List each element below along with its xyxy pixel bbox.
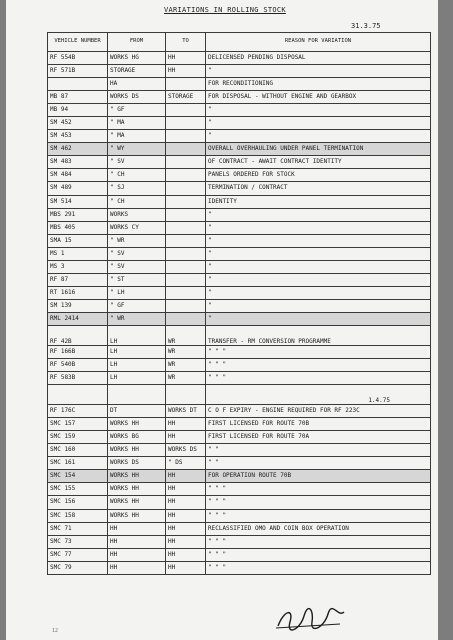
from-cell: WORKS DS [108, 457, 166, 470]
vehicle-number-cell: SM 139 [48, 299, 108, 312]
vehicle-number-cell: SMA 15 [48, 234, 108, 247]
to-cell [166, 286, 206, 299]
table-row [48, 299, 431, 312]
reason-cell: " " [206, 444, 431, 457]
reason-cell: " " " [206, 561, 431, 574]
to-cell: HH [166, 496, 206, 509]
table-row [48, 418, 431, 431]
from-cell: WORKS [108, 208, 166, 221]
table-row [48, 143, 431, 156]
table-row [48, 260, 431, 273]
from-cell: LH [108, 325, 166, 345]
vehicle-number-cell: MB 94 [48, 104, 108, 117]
from-cell: HH [108, 535, 166, 548]
from-cell: WORKS HG [108, 52, 166, 65]
reason-cell: PANELS ORDERED FOR STOCK [206, 169, 431, 182]
from-cell: STORAGE [108, 65, 166, 78]
from-cell: " GF [108, 299, 166, 312]
to-cell [166, 117, 206, 130]
vehicle-number-cell [48, 78, 108, 91]
from-cell: HA [108, 78, 166, 91]
table-row [48, 52, 431, 65]
separator-cell [166, 385, 206, 405]
to-cell [166, 143, 206, 156]
to-cell [166, 273, 206, 286]
reason-cell: " " " [206, 496, 431, 509]
to-cell: HH [166, 470, 206, 483]
header-from: FROM [108, 33, 166, 52]
table-row [48, 91, 431, 104]
vehicle-number-cell: RF 583B [48, 372, 108, 385]
table-row [48, 221, 431, 234]
reason-cell: " [206, 221, 431, 234]
reason-cell: " " " [206, 483, 431, 496]
vehicle-number-cell: SM 453 [48, 130, 108, 143]
to-cell [166, 260, 206, 273]
table-row [48, 548, 431, 561]
to-cell [166, 182, 206, 195]
from-cell: " WR [108, 234, 166, 247]
reason-cell: FOR RECONDITIONING [206, 78, 431, 91]
table-row [48, 104, 431, 117]
table-row [48, 169, 431, 182]
table-row [48, 496, 431, 509]
to-cell: " DS [166, 457, 206, 470]
reason-cell: FOR DISPOSAL - WITHOUT ENGINE AND GEARBOX [206, 91, 431, 104]
to-cell: HH [166, 65, 206, 78]
vehicle-number-cell: MBS 291 [48, 208, 108, 221]
from-cell: WORKS HH [108, 444, 166, 457]
from-cell: HH [108, 548, 166, 561]
vehicle-number-cell: SMC 73 [48, 535, 108, 548]
from-cell: LH [108, 372, 166, 385]
table-row [48, 457, 431, 470]
reason-cell: OF CONTRACT - AWAIT CONTRACT IDENTITY [206, 156, 431, 169]
table-row [48, 273, 431, 286]
vehicle-number-cell: SMC 159 [48, 431, 108, 444]
table-row [48, 312, 431, 325]
header-vehicle-number: VEHICLE NUMBER [48, 33, 108, 52]
to-cell [166, 247, 206, 260]
from-cell: " WR [108, 312, 166, 325]
to-cell [166, 104, 206, 117]
reason-cell: " [206, 234, 431, 247]
table-row [48, 286, 431, 299]
document-page [6, 0, 438, 640]
reason-cell: " " " [206, 535, 431, 548]
reason-cell: RECLASSIFIED OMO AND COIN BOX OPERATION [206, 522, 431, 535]
vehicle-number-cell: SMC 156 [48, 496, 108, 509]
from-cell: LH [108, 359, 166, 372]
reason-cell: C O F EXPIRY - ENGINE REQUIRED FOR RF 223C [206, 405, 431, 418]
vehicle-number-cell: MS 1 [48, 247, 108, 260]
to-cell: HH [166, 52, 206, 65]
from-cell: WORKS CY [108, 221, 166, 234]
from-cell: " SJ [108, 182, 166, 195]
to-cell: HH [166, 483, 206, 496]
reason-cell: IDENTITY [206, 195, 431, 208]
vehicle-number-cell: RML 2414 [48, 312, 108, 325]
to-cell [166, 299, 206, 312]
document-title: VARIATIONS IN ROLLING STOCK [164, 6, 286, 14]
to-cell [166, 169, 206, 182]
vehicle-number-cell: SM 489 [48, 182, 108, 195]
from-cell: HH [108, 522, 166, 535]
vehicle-number-cell: SMC 161 [48, 457, 108, 470]
reason-cell: DELICENSED PENDING DISPOSAL [206, 52, 431, 65]
table-row [48, 345, 431, 358]
separator-date: 1.4.75 [206, 385, 431, 405]
to-cell: WR [166, 345, 206, 358]
reason-cell: " [206, 104, 431, 117]
to-cell: HH [166, 548, 206, 561]
vehicle-number-cell: SMC 155 [48, 483, 108, 496]
reason-cell: " [206, 286, 431, 299]
from-cell: WORKS HH [108, 470, 166, 483]
vehicle-number-cell: MB 87 [48, 91, 108, 104]
reason-cell: " [206, 208, 431, 221]
reason-cell: " [206, 130, 431, 143]
table-row [48, 431, 431, 444]
vehicle-number-cell: RF 571B [48, 65, 108, 78]
from-cell: " ST [108, 273, 166, 286]
table-row [48, 522, 431, 535]
table-row [48, 470, 431, 483]
vehicle-number-cell: MBS 405 [48, 221, 108, 234]
from-cell: LH [108, 345, 166, 358]
table-row [48, 195, 431, 208]
from-cell: WORKS HH [108, 496, 166, 509]
from-cell: " SV [108, 156, 166, 169]
to-cell [166, 130, 206, 143]
rolling-stock-table [47, 32, 431, 575]
reason-cell: " " " [206, 372, 431, 385]
vehicle-number-cell: RF 42B [48, 325, 108, 345]
reason-cell: " [206, 273, 431, 286]
vehicle-number-cell: SMC 157 [48, 418, 108, 431]
table-row [48, 65, 431, 78]
reason-cell: OVERALL OVERHAULING UNDER PANEL TERMINATION [206, 143, 431, 156]
from-cell: WORKS HH [108, 509, 166, 522]
table-row [48, 561, 431, 574]
to-cell: HH [166, 509, 206, 522]
from-cell: WORKS BG [108, 431, 166, 444]
from-cell: " CH [108, 169, 166, 182]
from-cell: HH [108, 561, 166, 574]
from-cell: " SV [108, 260, 166, 273]
from-cell: WORKS HH [108, 483, 166, 496]
from-cell: " MA [108, 130, 166, 143]
vehicle-number-cell: SMC 77 [48, 548, 108, 561]
to-cell: HH [166, 535, 206, 548]
vehicle-number-cell: SMC 154 [48, 470, 108, 483]
vehicle-number-cell: SM 484 [48, 169, 108, 182]
reason-cell: " [206, 247, 431, 260]
table-row [48, 325, 431, 345]
to-cell [166, 156, 206, 169]
to-cell: HH [166, 561, 206, 574]
vehicle-number-cell: SMC 158 [48, 509, 108, 522]
to-cell [166, 195, 206, 208]
vehicle-number-cell: SM 514 [48, 195, 108, 208]
reason-cell: FIRST LICENSED FOR ROUTE 70A [206, 431, 431, 444]
document-date: 31.3.75 [351, 22, 381, 30]
vehicle-number-cell: RT 1616 [48, 286, 108, 299]
to-cell [166, 221, 206, 234]
signature [274, 604, 346, 632]
table-row [48, 509, 431, 522]
to-cell: HH [166, 431, 206, 444]
table-row [48, 208, 431, 221]
from-cell: " GF [108, 104, 166, 117]
table-row [48, 247, 431, 260]
header-reason: REASON FOR VARIATION [206, 33, 431, 52]
to-cell: WORKS DT [166, 405, 206, 418]
table-row [48, 444, 431, 457]
table-row [48, 234, 431, 247]
reason-cell: " " [206, 457, 431, 470]
to-cell: WR [166, 372, 206, 385]
table-row [48, 117, 431, 130]
vehicle-number-cell: MS 3 [48, 260, 108, 273]
table-row [48, 130, 431, 143]
separator-cell [48, 385, 108, 405]
from-cell: " LH [108, 286, 166, 299]
from-cell: DT [108, 405, 166, 418]
table-row [48, 78, 431, 91]
reason-cell: TERMINATION / CONTRACT [206, 182, 431, 195]
table-row [48, 405, 431, 418]
table-row [48, 156, 431, 169]
reason-cell: " " " [206, 548, 431, 561]
from-cell: " SV [108, 247, 166, 260]
from-cell: " WY [108, 143, 166, 156]
to-cell: STORAGE [166, 91, 206, 104]
reason-cell: " [206, 312, 431, 325]
vehicle-number-cell: RF 87 [48, 273, 108, 286]
to-cell: HH [166, 418, 206, 431]
reason-cell: " " " [206, 359, 431, 372]
table-header-row [48, 33, 431, 52]
table-row [48, 182, 431, 195]
table-row [48, 359, 431, 372]
vehicle-number-cell: SMC 71 [48, 522, 108, 535]
reason-cell: FIRST LICENSED FOR ROUTE 70B [206, 418, 431, 431]
vehicle-number-cell: RF 540B [48, 359, 108, 372]
to-cell [166, 234, 206, 247]
header-to: TO [166, 33, 206, 52]
reason-cell: " " " [206, 345, 431, 358]
to-cell [166, 312, 206, 325]
to-cell: WORKS DS [166, 444, 206, 457]
reason-cell: " [206, 260, 431, 273]
vehicle-number-cell: RF 176C [48, 405, 108, 418]
vehicle-number-cell: RF 554B [48, 52, 108, 65]
separator-cell [108, 385, 166, 405]
table-row-date-separator [48, 385, 431, 405]
to-cell [166, 78, 206, 91]
table-body [48, 52, 431, 575]
from-cell: WORKS HH [108, 418, 166, 431]
reason-cell: TRANSFER - RM CONVERSION PROGRAMME [206, 325, 431, 345]
vehicle-number-cell: SMC 160 [48, 444, 108, 457]
reason-cell: " [206, 117, 431, 130]
vehicle-number-cell: RF 166B [48, 345, 108, 358]
vehicle-number-cell: SM 452 [48, 117, 108, 130]
table-row [48, 372, 431, 385]
vehicle-number-cell: SM 483 [48, 156, 108, 169]
reason-cell: FOR OPERATION ROUTE 70B [206, 470, 431, 483]
from-cell: " MA [108, 117, 166, 130]
to-cell: HH [166, 522, 206, 535]
table-row [48, 535, 431, 548]
vehicle-number-cell: SM 462 [48, 143, 108, 156]
vehicle-number-cell: SMC 79 [48, 561, 108, 574]
from-cell: WORKS DS [108, 91, 166, 104]
from-cell: " CH [108, 195, 166, 208]
table-row [48, 483, 431, 496]
to-cell: WR [166, 359, 206, 372]
reason-cell: " " " [206, 509, 431, 522]
to-cell [166, 208, 206, 221]
to-cell: WR [166, 325, 206, 345]
reason-cell: " [206, 299, 431, 312]
footer-mark: 12 [52, 628, 59, 634]
reason-cell: " [206, 65, 431, 78]
